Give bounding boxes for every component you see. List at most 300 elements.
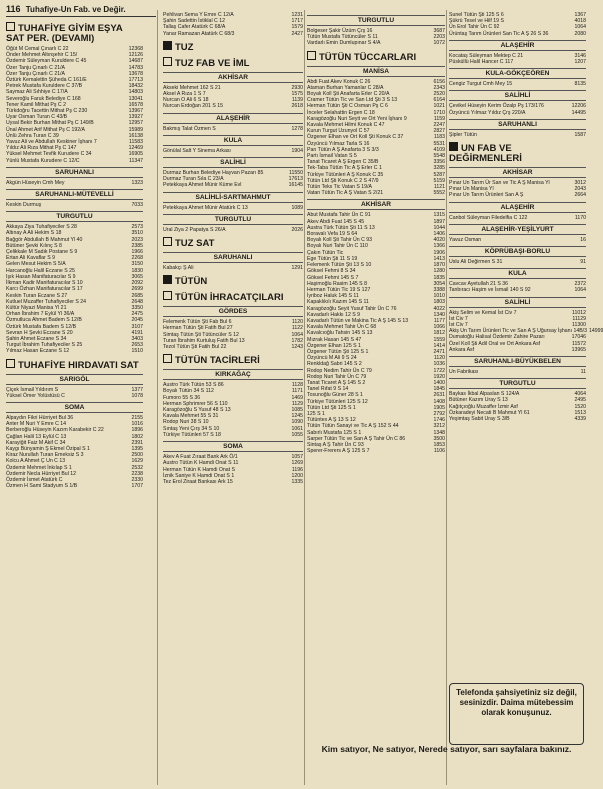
location-heading: AKHİSAR xyxy=(449,167,586,178)
column-divider xyxy=(446,10,447,785)
listing-row xyxy=(163,103,303,109)
listing-phone: 4339 xyxy=(574,416,586,423)
listing-name: Özdemir Süleyman Kuruldere C 45 xyxy=(6,58,87,65)
listing-row xyxy=(163,265,303,271)
footer-slogan-text: Kim satıyor, Ne satıyor, Nerede satıyor, sarı sayfalara bakınız. xyxy=(321,744,572,754)
category-heading-text: UN FAB VE DEĞİRMENLERİ xyxy=(449,143,522,165)
listing-phone: 1348 xyxy=(433,429,445,436)
listing-name: Felemenk Tütün Şti Fab Bul 6 xyxy=(163,319,232,326)
location-heading: SALİHLİ xyxy=(449,297,586,308)
listing-phone: 1315 xyxy=(433,212,445,219)
listing-phone: 1200 xyxy=(291,472,303,479)
square-bullet-icon xyxy=(163,291,172,300)
listing-phone: 13041 xyxy=(128,95,143,102)
listing-name: Altınay A Ali Hekim S 18 xyxy=(6,230,62,237)
listing-name: Rodop Nuri Tahir Ün C 79 xyxy=(307,373,367,380)
listing-phone: 1207 xyxy=(574,59,586,66)
listing-name: Öğüt M Cemal Çınarlı C 22 xyxy=(6,46,69,52)
listing-name: Tütün Ltd Şti Konuk C 2 S 47/9 xyxy=(307,177,379,184)
location-heading: SARUHANLI xyxy=(163,252,303,263)
listing-phone: 3150 xyxy=(131,261,143,268)
listing-name: Rodop Nedim Tahir Ün C 79 xyxy=(307,367,372,374)
listing-phone: 1340 xyxy=(433,311,445,318)
listing-row xyxy=(307,40,445,46)
listing-name: Baykas İkbal Alpaslan S 124/A xyxy=(449,391,520,398)
listing-row xyxy=(449,416,586,422)
listing-name: Turan İbrahim Kurtuluş Fatih Bul 13 xyxy=(163,337,245,344)
listing-phone: 4020 xyxy=(433,237,445,244)
listing-phone: 1177 xyxy=(433,317,445,324)
listing-phone: 2043 xyxy=(574,186,586,193)
listing-phone: 2026 xyxy=(291,226,303,233)
listing-phone: 1106 xyxy=(433,448,445,455)
listing-name: 125 S 1 xyxy=(307,410,325,417)
listing-phone: 2495 xyxy=(574,397,586,404)
listing-name: Ertan Ali Kavaflar S 9 xyxy=(6,255,56,262)
listing-name: Türkiye Tütünleri 57 S 18 xyxy=(163,431,221,438)
listing-row xyxy=(163,479,303,485)
listing-name: Durmaz Burhan Belediye Hayvan Pazarı 85 xyxy=(163,170,264,177)
listing-name: Akgün Hüseyin Cmh Mey xyxy=(6,179,65,186)
listing-name: Nurcan O Ali 6 S 18 xyxy=(163,97,209,104)
listing-name: Ataman Burhan Yamanlar C 28/A xyxy=(307,84,384,91)
listing-name: Özel Koll Şti Adil Oral ve Ort Ankara Asf xyxy=(449,340,541,347)
listing-name: Kavala Mehmet Hilmi Konuk C 47 xyxy=(307,122,385,129)
listing-phone: 1139 xyxy=(291,97,303,104)
listing-name: Yeşimtaş Sabit Uray S 3/B xyxy=(449,416,510,423)
listing-row xyxy=(307,448,445,454)
listing-name: Akiş Selim ve Kemal İst Civ 7 xyxy=(449,309,517,316)
listing-name: Akkaya Ziya Tuhafiyeciler S 28 xyxy=(6,224,77,231)
listing-row xyxy=(163,227,303,233)
listing-phone: 5552 xyxy=(433,190,445,197)
listing-phone: 2475 xyxy=(131,311,143,318)
listing-phone: 3510 xyxy=(131,230,143,237)
listing-name: Yünlü Mustafa Kurudere C 12/C xyxy=(6,157,80,164)
footer-slogan xyxy=(307,744,586,784)
listing-name: Saymaz Ali Sıhhiye C 17/A xyxy=(6,89,68,96)
listing-row xyxy=(6,348,143,354)
listing-name: Boyalı Koll Şti Tahir Ün C 93 xyxy=(307,237,373,244)
listing-name: Tek-Taba Tütün Tic A Ş Erler C 1 xyxy=(307,165,382,172)
listing-name: Özyüncü M Ali 9 S 24 xyxy=(307,355,357,362)
listing-name: Fumoro 55 S 36 xyxy=(163,394,201,401)
listing-phone: 3012 xyxy=(574,180,586,187)
listing-phone: 1803 xyxy=(433,299,445,306)
page-header xyxy=(6,4,156,17)
listing-phone: 11572 xyxy=(571,340,586,347)
listing-phone: 11 xyxy=(580,369,586,376)
listing-name: Abut Mustafa Tahir Ün C 91 xyxy=(307,212,371,219)
listing-name: Yüksel Ömer Yolüstüsü C xyxy=(6,392,65,399)
listing-name: Karagözoğlu Seyit Yusuf Tahir Ün C 76 xyxy=(307,305,397,312)
location-heading: SOMA xyxy=(163,441,303,452)
listing-row xyxy=(449,192,586,198)
listing-phone: 16905 xyxy=(128,151,143,158)
location-heading: ALAŞEHİR xyxy=(449,202,586,213)
listing-name: Severoğlu Faruk Belediye C 168 xyxy=(6,95,81,102)
listing-name: Rodop Nuri 38 S 10 xyxy=(163,419,209,426)
listing-name: Çelikkale M Sadık Postane S 9 xyxy=(6,249,78,256)
listing-name: Tütün Teks Tic Vatan S 19/A xyxy=(307,184,372,191)
listing-phone: 1280 xyxy=(433,268,445,275)
listing-name: Akev Abdi Fuat 145 S 45 xyxy=(307,218,365,225)
listing-name: Yavuz Osman xyxy=(449,236,482,243)
listing-phone: 17046 xyxy=(571,334,586,341)
listing-name: Ege Tütün Şti 11 S 19 xyxy=(307,255,358,262)
listing-phone: 1377 xyxy=(131,386,143,393)
listing-name: Özgener Elhan ve Ort Koll Şti Konuk C 37 xyxy=(307,134,404,141)
listing-phone: 2573 xyxy=(131,224,143,231)
listing-phone: 1171 xyxy=(291,388,303,395)
listing-name: Dumatoğlu Halisal Özdemir Zahire Pazarı xyxy=(449,334,545,341)
listing-name: Partı İsmail Vatan S 5 xyxy=(307,153,357,160)
listing-phone: 12206 xyxy=(571,103,586,110)
square-bullet-icon xyxy=(163,57,172,66)
listing-phone: 1782 xyxy=(291,337,303,344)
listing-name: Kavala Mehmet 55 S 31 xyxy=(163,413,219,420)
listing-name: Tez Erol Ziraat Bankası Ark 15 xyxy=(163,478,233,485)
listing-phone: 1802 xyxy=(131,433,143,440)
category-heading-text: TUZ SAT xyxy=(175,238,215,250)
listing-name: Bakmış Talat Özmen S xyxy=(163,125,216,132)
listing-row xyxy=(163,182,303,188)
square-bullet-icon xyxy=(449,142,458,151)
listing-row xyxy=(449,215,586,221)
listing-name: Karayiğit Faiz M Akif C 34 xyxy=(6,439,66,446)
listing-phone: 1853 xyxy=(433,441,445,448)
listing-phone: 2427 xyxy=(291,30,303,37)
listing-phone: 2391 xyxy=(131,439,143,446)
listing-name: Özmutluca Ahmet Badem S 12/B xyxy=(6,317,82,324)
listing-name: Kurun Turgut Uzunyol C 57 xyxy=(307,128,370,135)
listing-name: Durmaz Turan Sıla C 23/A xyxy=(163,176,224,183)
advertisement-box xyxy=(449,683,584,745)
category-heading xyxy=(449,142,586,164)
category-heading-text: TÜTÜN xyxy=(175,276,208,288)
category-heading xyxy=(163,57,303,69)
listing-name: Herman Tütün K Hamdi Onat S xyxy=(163,466,235,473)
listing-phone: 1066 xyxy=(433,324,445,331)
listing-phone: 4109 xyxy=(433,146,445,153)
location-heading: SALİHLİ xyxy=(449,90,586,101)
listing-row xyxy=(163,205,303,211)
listing-name: Ünal Ahmet Arif Mithat Pş C 192/A xyxy=(6,126,85,133)
listing-name: Sarper Tütün Tic ve San A Ş Tahir Ün C 86 xyxy=(307,435,406,442)
square-bullet-icon xyxy=(163,275,172,284)
listing-phone: 3212 xyxy=(433,423,445,430)
category-heading xyxy=(163,237,303,249)
listing-name: İnceler Selahattin Ergen C 18 xyxy=(307,109,375,116)
category-heading-text: TÜTÜN İHRACATÇILARI xyxy=(175,292,284,304)
listing-phone: 2155 xyxy=(131,414,143,421)
location-heading: KÖPRÜBAŞI-BORLU xyxy=(449,246,586,257)
location-heading: MANİSA xyxy=(307,66,445,77)
listing-phone: 1367 xyxy=(574,12,586,18)
listing-name: Austro Türk Tütün 53 S 86 xyxy=(163,382,224,389)
listing-phone: 16578 xyxy=(128,101,143,108)
listing-phone: 1904 xyxy=(291,147,303,154)
listing-name: İlkman Kadir Manifaturacılar S 10 xyxy=(6,280,83,287)
listing-name: Çiçek İsmail Yıldırım S xyxy=(6,386,59,393)
listing-name: Karagözoğlu S Yusuf 48 S 13 xyxy=(163,407,231,414)
listing-phone: 18432 xyxy=(128,83,143,90)
listing-name: Kutluel Muzaffer Tuhafiyeciler S 24 xyxy=(6,298,87,305)
listing-phone: 16138 xyxy=(128,132,143,139)
square-bullet-icon xyxy=(307,51,316,60)
listing-phone: 1629 xyxy=(131,458,143,465)
listing-phone: 1044 xyxy=(433,224,445,231)
listing-name: Öztürk Kemalettin Şüheda C 161/E xyxy=(6,77,87,84)
listing-phone: 16145 xyxy=(288,182,303,189)
listing-phone: 1559 xyxy=(433,336,445,343)
listing-name: Sunel Tütün Şti 125 S 6 xyxy=(449,12,504,18)
listing-phone: 1159 xyxy=(433,115,445,122)
listing-phone: 3403 xyxy=(131,335,143,342)
listing-name: Cavcav Ayetullah 21 S 36 xyxy=(449,281,509,288)
category-heading xyxy=(163,41,303,53)
listing-name: Özer Tanju Çınarlı C 21/A xyxy=(6,70,66,77)
listing-name: Ankara Asf xyxy=(449,346,475,353)
listing-name: Pehlivan Sema Y Emre C 12/A xyxy=(163,12,234,18)
listing-name: Yavuz Ali ve Abdullah Keskiner İşhanı 7 xyxy=(6,139,97,146)
listing-name: Çevikel Hüseyin Kerim Özalp Pş 173/176 xyxy=(449,103,544,110)
listing-phone: 11347 xyxy=(128,157,143,164)
listing-phone: 11300 xyxy=(571,322,586,329)
listing-phone: 1870 xyxy=(433,262,445,269)
location-heading: TURGUTLU xyxy=(163,214,303,225)
listing-name: Şipler Tütün xyxy=(449,131,477,138)
listing-name: Keskin Turan Eczane S 27 xyxy=(6,292,68,299)
location-heading: KULA xyxy=(163,135,303,146)
listing-name: Göksel Fehmi 8 S 34 xyxy=(307,268,356,275)
listing-phone: 2827 xyxy=(433,128,445,135)
listing-phone: 2268 xyxy=(131,255,143,262)
listing-phone: 14495 xyxy=(571,109,586,116)
listing-name: Özgener Tütün Şti 125 S 1 xyxy=(307,348,369,355)
listing-phone: 1830 xyxy=(131,267,143,274)
listing-phone: 2631 xyxy=(433,392,445,399)
listing-phone: 2023 xyxy=(131,236,143,243)
listing-name: Kavadarlı Tütün ve Makina Tic A Ş 145 S 13 xyxy=(307,317,409,324)
square-bullet-icon xyxy=(6,359,15,368)
listing-name: Kabakçı Ş Ali xyxy=(163,265,194,272)
listing-phone: 2330 xyxy=(131,476,143,483)
listing-phone: 17713 xyxy=(128,77,143,84)
listing-name: Cengiz Turgut Cmh Mey 15 xyxy=(449,81,513,88)
listing-row xyxy=(163,344,303,350)
listing-phone: 1128 xyxy=(291,382,303,389)
listing-phone: 1231 xyxy=(291,12,303,18)
listing-phone: 1905 xyxy=(433,404,445,411)
listing-name: Göksel Fehmi 145 S 7 xyxy=(307,274,359,281)
listing-name: Simtaş Tütün Şti Tütüncüler S 12 xyxy=(163,331,239,338)
listing-name: Akev A Fuat Zıraat Bank Ark Ö/1 xyxy=(163,454,238,461)
listing-name: Işık Hasan Manifaturacılar S 9 xyxy=(6,273,76,280)
listing-phone: 1121 xyxy=(433,184,445,191)
category-heading xyxy=(163,354,303,366)
listing-phone: 3107 xyxy=(131,323,143,330)
listing-phone: 2618 xyxy=(291,103,303,110)
listing-name: Türkiye Tütünleri A Ş Konuk C 35 xyxy=(307,171,384,178)
location-heading: SALİHLİ-SARTMAHMUT xyxy=(163,192,303,203)
listing-phone: 1089 xyxy=(291,204,303,211)
listing-phone: 1064 xyxy=(574,24,586,31)
listing-phone: 11129 xyxy=(572,315,586,322)
listing-phone: 4191 xyxy=(131,329,143,336)
listing-phone: 1170 xyxy=(574,214,586,221)
category-heading xyxy=(307,51,445,63)
advertisement-text: Telefonda şahsiyetiniz siz değil, sesinizdir. Daima mütebessim olarak konuşunuz. xyxy=(456,688,577,717)
listing-phone: 3388 xyxy=(433,286,445,293)
location-heading: AKHİSAR xyxy=(163,72,303,83)
category-heading-text: TUZ FAB VE İML xyxy=(175,57,250,69)
category-heading xyxy=(163,275,303,287)
listing-phone: 1036 xyxy=(433,361,445,368)
listing-row xyxy=(163,126,303,132)
listing-phone: 4018 xyxy=(574,18,586,25)
listing-row xyxy=(449,369,586,375)
location-heading: SALİHLİ xyxy=(163,157,303,168)
listing-phone: 1010 xyxy=(433,293,445,300)
listing-name: Çakın Tütün Tic xyxy=(307,249,344,256)
listing-name: Tezol Tütün Şti Fatih Bul 22 xyxy=(163,344,227,351)
listing-phone: 2092 xyxy=(131,280,143,287)
listing-name: Ürüntaş Tarım Ürünleri San Tic A Ş 26 S 36 xyxy=(449,30,549,37)
listing-name: Özkaradeyi Necati B Mahmut Yl 61 xyxy=(449,409,530,416)
listing-phone: 1120 xyxy=(291,319,303,326)
location-heading: ALAŞEHİR-YEŞİLYURT xyxy=(449,224,586,235)
listing-phone: 1016 xyxy=(131,421,143,428)
listing-phone: 2500 xyxy=(131,452,143,459)
listing-name: Özmen H Sami Stadyum S 1/B xyxy=(6,483,78,490)
listing-name: Kiraz Nurullah Turan Emeksiz S 3 xyxy=(6,452,84,459)
column-1 xyxy=(6,18,143,786)
listing-name: Kapaklıkılı Kazım 145 S 11 xyxy=(307,299,369,306)
listing-name: Ün Erol Tahir Ün C 92 xyxy=(449,24,500,31)
listing-name: Tanel Rıfat 9 S 14 xyxy=(307,386,349,393)
listing-name: Bolgeser Şakir Üzüm Çrş 16 xyxy=(307,28,373,34)
location-heading: AKHİSAR xyxy=(307,199,445,210)
listing-phone: 12469 xyxy=(128,145,143,152)
listing-name: Vardarlı Emin Dumlupınar S 4/A xyxy=(307,40,381,47)
listing-phone: 2664 xyxy=(574,192,586,199)
listing-row xyxy=(449,132,586,138)
location-heading: KULA-GÖKÇEÖREN xyxy=(449,68,586,79)
listing-name: Gelen Mesut Hekim S 5/A xyxy=(6,261,66,268)
listing-phone: 1196 xyxy=(291,466,303,473)
square-bullet-icon xyxy=(163,237,172,246)
listing-phone: 2045 xyxy=(131,317,143,324)
category-heading-text: TÜTÜN TÜCCARLARI xyxy=(319,51,417,63)
listing-phone: 2471 xyxy=(433,348,445,355)
listing-name: Kavalcıoğlu Tahsin 145 S 13 xyxy=(307,330,373,337)
location-heading: GÖRDES xyxy=(163,306,303,317)
listing-phone: 1085 xyxy=(291,407,303,414)
listing-phone: 1278 xyxy=(291,125,303,132)
listing-phone: 1291 xyxy=(291,265,303,272)
listing-phone: 2247 xyxy=(433,122,445,129)
listing-name: Çağlan Halil 13 Eylül C 13 xyxy=(6,433,67,440)
listing-phone: 1129 xyxy=(291,400,303,407)
listing-phone: 1245 xyxy=(291,413,303,420)
listing-phone: 11583 xyxy=(128,139,143,146)
listing-name: Sevran H Şevki Eczane S 20 xyxy=(6,329,73,336)
listing-name: Ural Ziya 2 Papatya S 26/A xyxy=(163,226,226,233)
listing-row xyxy=(6,393,143,399)
listing-phone: 1812 xyxy=(433,330,445,337)
listing-name: Harcanoğlu Halil Eczane S 25 xyxy=(6,267,75,274)
square-bullet-icon xyxy=(163,41,172,50)
listing-row xyxy=(449,237,586,243)
listing-phone: 1746 xyxy=(433,417,445,424)
listing-name: Akiş Un Tarım Ürünleri Tic ve San A Ş Uğursay İşhanı 14B/3 xyxy=(449,328,588,335)
listing-phone: 1966 xyxy=(131,249,143,256)
listing-name: Bağgör Abdullah B Mahmut Yl 40 xyxy=(6,236,83,243)
category-heading xyxy=(6,22,143,44)
listing-phone: 1406 xyxy=(433,231,445,238)
listing-phone: 1021 xyxy=(433,103,445,110)
listing-name: Özdemir Mehmet İnkılap S 1 xyxy=(6,464,72,471)
listing-name: Şahin Ahmet Eczane S 34 xyxy=(6,335,67,342)
listing-name: Un Fabrikası xyxy=(449,369,479,376)
square-bullet-icon xyxy=(6,22,15,31)
listing-phone: 3285 xyxy=(433,165,445,172)
listing-phone: 1413 xyxy=(433,255,445,262)
listing-name: Kavala Mehmet Tahir Ün C 68 xyxy=(307,324,377,331)
listing-phone: 4064 xyxy=(574,391,586,398)
listing-name: Uysal Bekir Burhan Mithat Pş C 149/B xyxy=(6,120,94,127)
listing-name: Türkdoğru Tacettin Mithat Pş C 230 xyxy=(6,108,88,115)
listing-phone: 1395 xyxy=(131,445,143,452)
location-heading: KIRKAĞAÇ xyxy=(163,369,303,380)
listing-phone: 1057 xyxy=(291,454,303,461)
listing-name: Tosunoğlu Güner 28 S 1 xyxy=(307,392,363,399)
listing-phone: 2203 xyxy=(433,34,445,41)
listing-phone: 1469 xyxy=(291,394,303,401)
category-heading-text: TUHAFİYE GİYİM EŞYA SAT PER. (DEVAMI) xyxy=(6,23,123,44)
listing-name: Özer Tanju Çınarlı C 21/A xyxy=(6,64,66,71)
listing-name: Renkldağ Sabri 145 S 2 xyxy=(307,361,362,368)
listing-name: Yıldız Ali Rıza Mithat Pş C 147 xyxy=(6,145,77,152)
listing-name: Pınar Un Manisa Yl xyxy=(449,186,494,193)
listing-name: Petrek Mustafa Kuruldere C 37/B xyxy=(6,83,83,90)
listing-name: Kavadarlı Hakkı 12 S 9 xyxy=(307,311,361,318)
listing-phone: 2685 xyxy=(131,292,143,299)
listing-phone: 1707 xyxy=(131,483,143,490)
listing-row xyxy=(449,59,586,65)
listing-phone: 2653 xyxy=(131,342,143,349)
listing-name: Herman Tütün Tic 19 S 127 xyxy=(307,286,371,293)
listing-name: Abdi Fuat Akev Konuk C 26 xyxy=(307,78,371,85)
listing-phone: 1064 xyxy=(291,331,303,338)
listing-name: Austra Türk Tütün Şti 11 S 13 xyxy=(307,224,375,231)
listing-phone: 1710 xyxy=(433,109,445,116)
listing-phone: 2930 xyxy=(291,84,303,91)
listing-row xyxy=(449,110,586,116)
location-heading: SOMA xyxy=(6,402,143,413)
listing-phone: 1897 xyxy=(433,218,445,225)
listing-name: Tallaş Cafer Atatürk C 68/A xyxy=(163,24,226,31)
listing-name: Petekkaya Ahmet Münir Atatürk C 13 xyxy=(163,204,248,211)
listing-phone: 2648 xyxy=(131,298,143,305)
listing-name: Cramer Tütün Tic ve San Ltd Şti 3 S 13 xyxy=(307,97,398,104)
listing-name: Şahin Sadettin İstiklal C 12 xyxy=(163,18,225,25)
listing-phone: 2080 xyxy=(574,30,586,37)
listing-phone: 1414 xyxy=(433,342,445,349)
listing-name: Karagözoğlu Nuri Seyit ve Ort Yeni İşhanı 9 xyxy=(307,115,407,122)
listing-phone: 15989 xyxy=(128,126,143,133)
